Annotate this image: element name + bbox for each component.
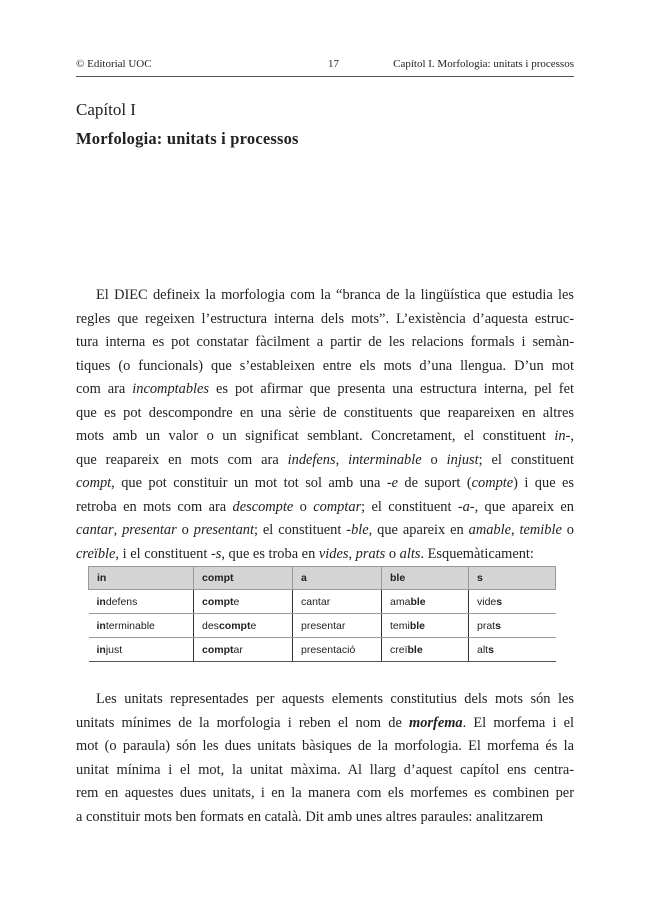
morpheme-table [88,566,556,662]
text-run: ble [407,643,423,656]
text-run: com ara [76,381,133,397]
text-run: r [326,595,331,608]
text-line [76,806,574,830]
text-run: ; el constituent [361,498,458,515]
italic-term: interminable [348,451,422,468]
text-run: alt [477,643,489,656]
text-run: a [336,643,342,656]
text-run: , [511,522,520,538]
table-cell [469,614,556,638]
text-run: s [496,595,503,608]
text-run: tiques (o funcionals) que s’estableixen entre els mots d’una llengua. D’un mot [76,357,574,374]
text-run: a [336,619,342,632]
body-paragraph-1 [76,284,574,566]
table-header-cell: ble [382,567,469,590]
text-run: ar [233,643,243,656]
italic-term: prats [355,545,386,562]
text-run: terminable [105,619,155,632]
text-run: ) i que es [513,475,574,491]
text-run: , que pot constituir un mot tot sol amb una [111,475,387,491]
text-line [76,472,574,496]
italic-term: presentant [193,522,254,538]
text-run: in [96,595,106,608]
italic-term: comptar [313,498,362,515]
text-run: s [495,619,501,632]
text-run: unitats mínimes de la morfologia i reben el nom de [76,714,410,731]
text-line [76,308,574,332]
text-run: vide [477,595,497,608]
italic-term: amable [468,522,511,538]
table-header-row [89,567,556,590]
text-run: , [113,522,123,538]
text-line [76,284,574,308]
italic-term: -s [210,545,222,562]
text-run: in [96,643,106,656]
text-run: r [341,619,346,632]
text-run: temi [390,619,410,632]
italic-term: vides [318,545,349,562]
table-cell [194,638,293,662]
italic-term: compte [471,475,514,491]
text-line [76,402,574,426]
italic-term: creïble [76,545,116,562]
text-run: ama [390,595,411,608]
text-run: ble [410,595,426,608]
text-run: mot (o paraula) són les dues unitats bàsiques de la morfologia. El morfema és la [76,738,574,754]
italic-term: compt [76,475,112,491]
text-run: ble [409,619,426,632]
page-number: 17 [328,58,339,70]
table-header-cell: s [469,567,556,590]
italic-term: indefens [287,451,336,468]
text-run: present [301,643,337,656]
table-cell [194,614,293,638]
text-run: El DIEC defineix la morfologia com la “branca de la lingüística que estudia les [96,287,574,303]
text-line [76,519,574,543]
text-run: , que apareix en [368,522,469,538]
text-run: compt [202,595,234,608]
text-run: Les unitats representades per aquests elements constitutius dels mots són les [96,691,574,707]
text-run: des [202,619,219,632]
text-run: es pot afirmar que presenta una estructura interna, pel fet [209,381,574,397]
text-run: o [293,498,314,515]
text-run: a constituir mots ben formats en català. Dit amb unes altres paraules: analitzarem [76,808,544,825]
text-run: present [301,619,337,632]
text-run: retroba en mots com ara [76,498,233,515]
table-cell [382,614,469,638]
text-run: , [570,428,574,444]
text-run: o [421,451,447,468]
table-cell [469,590,556,614]
text-line [76,496,574,520]
text-line [76,782,574,806]
body-paragraph-2 [76,688,574,829]
running-title: Capítol I. Morfologia: unitats i processos [393,58,574,70]
publisher-label: © Editorial UOC [76,58,152,70]
text-run: s [488,643,494,656]
italic-term: incomptables [132,381,210,397]
table-header-cell: a [293,567,382,590]
italic-term: in- [554,428,571,444]
text-line [76,355,574,379]
table-header-cell: compt [194,567,293,590]
text-line [76,688,574,712]
text-line [76,759,574,783]
text-run: tura interna es pot constatar fàcilment a partir de les relacions formals i semàn- [76,334,574,350]
text-line [76,378,574,402]
italic-term: descompte [232,498,294,515]
table-row [89,638,556,662]
text-run: ; el constituent [253,522,347,538]
text-run: , [348,545,356,562]
italic-term: injust [446,451,479,468]
text-run: , i el constituent [115,545,211,562]
text-run: creï [390,643,408,656]
table-cell [293,590,382,614]
text-line [76,735,574,759]
text-run: e [233,595,240,608]
text-run: just [105,643,123,656]
text-line [76,449,574,473]
text-run: que es pot descompondre en una sèrie de constituents que reapareixen en altres [76,404,574,421]
text-run: a [320,595,327,608]
italic-term: -e [386,475,398,491]
table-cell [89,614,194,638]
table-cell [89,590,194,614]
text-line [76,331,574,355]
text-run: , [335,451,349,468]
text-run: mots amb un valor o un significat semblant. Concretament, el constituent [76,428,555,444]
text-line [76,543,574,567]
text-run: , que apareix en [474,498,574,515]
chapter-label: Capítol I [76,100,136,119]
table-row [89,590,556,614]
text-run: o [176,522,194,538]
text-run: regles que regeixen l’estructura interna dels mots”. L’existència d’aquesta estruc- [76,310,574,327]
text-run: ció [341,643,356,656]
table-cell [382,638,469,662]
text-run: cant [301,595,321,608]
text-run: . El morfema i el [462,714,574,731]
table-cell [89,638,194,662]
table-cell [469,638,556,662]
text-run: defens [105,595,138,608]
italic-term: -a- [457,498,475,515]
italic-term: alts [399,545,421,562]
text-run: e [250,619,257,632]
table-header-cell: in [89,567,194,590]
text-line [76,712,574,736]
text-run: in [96,619,106,632]
chapter-title: Morfologia: unitats i processos [76,129,299,148]
text-run: prat [477,619,496,632]
italic-term: presentar [122,522,177,538]
table-cell [293,638,382,662]
table-cell [194,590,293,614]
text-run: , que es troba en [221,545,319,562]
table-cell [382,590,469,614]
italic-term: temible [519,522,562,538]
text-run: que reapareix en mots com ara [76,451,288,468]
italic-term: morfema [409,714,463,731]
text-run: o [561,522,574,538]
text-run: . Esquemàticament: [420,545,534,562]
text-run: compt [202,643,234,656]
running-header [76,58,574,74]
text-run: o [385,545,400,562]
text-run: compt [218,619,251,632]
header-rule [76,76,574,77]
text-run: rem en aquestes dues unitats, i en la manera com els morfemes es combinen per [76,785,574,801]
text-run: ; el constituent [478,451,574,468]
text-run: unitat mínima i el mot, la unitat màxima. Al llarg d’aquest capítol ens centra- [76,761,574,778]
text-run: de suport ( [398,475,472,491]
italic-term: -ble [346,522,369,538]
table-cell [293,614,382,638]
italic-term: cantar [76,522,114,538]
table-row [89,614,556,638]
text-line [76,425,574,449]
